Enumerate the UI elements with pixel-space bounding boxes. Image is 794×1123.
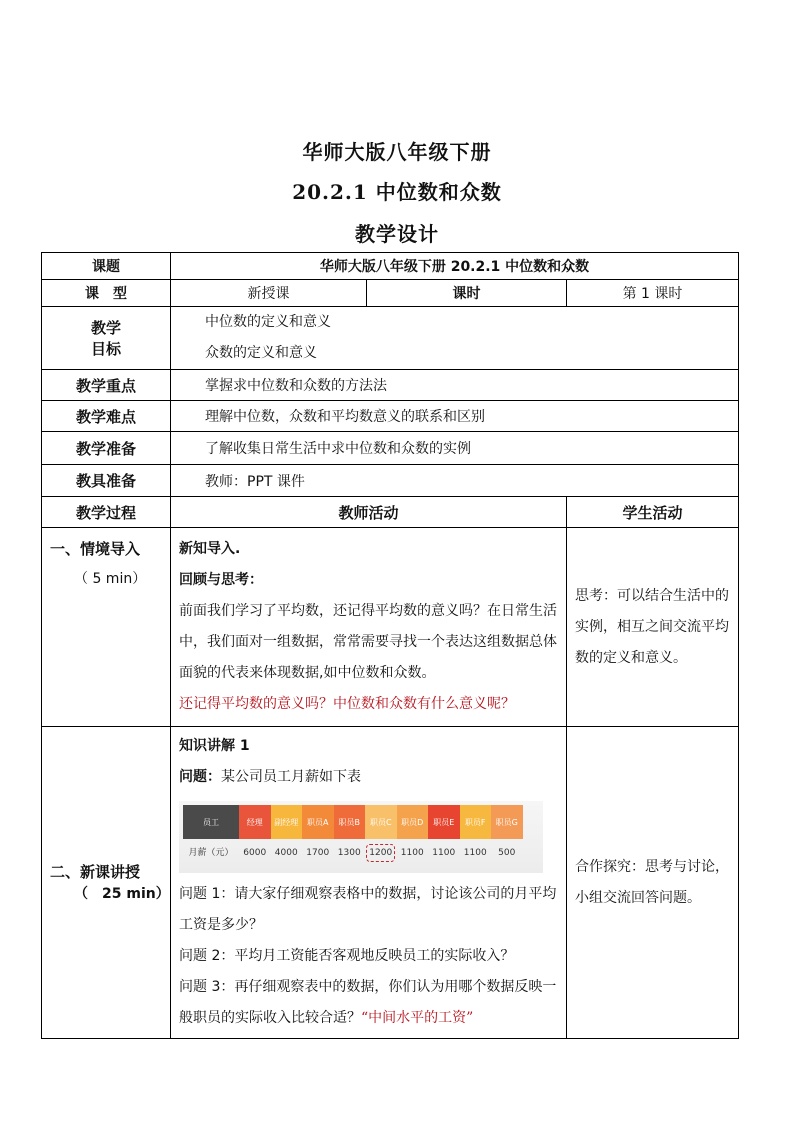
salary-value-row	[183, 839, 539, 867]
salary-value: 1300	[337, 848, 361, 858]
stage-intro	[42, 528, 171, 727]
goal-item-2: 众数的定义和意义	[205, 345, 317, 361]
salary-value-highlighted: 1200	[366, 844, 395, 862]
salary-value: 6000	[243, 848, 267, 858]
intro-review: 回顾与思考：	[179, 572, 263, 588]
student-new	[567, 727, 739, 1039]
tools-value: 教师：PPT 课件	[171, 465, 739, 497]
salary-value: 1100	[432, 848, 456, 858]
type-label: 课 型	[42, 280, 171, 307]
goal-label-line2: 目标	[90, 340, 121, 358]
teacher-new	[171, 727, 567, 1039]
teacher-intro	[171, 528, 567, 727]
row-tools	[42, 465, 739, 497]
salary-value: 4000	[274, 848, 298, 858]
goal-item-1: 中位数的定义和意义	[205, 314, 331, 330]
goal-values	[171, 307, 739, 370]
prep-value: 了解收集日常生活中求中位数和众数的实例	[171, 432, 739, 465]
topic-label: 课题	[42, 253, 171, 280]
student-intro	[567, 528, 739, 727]
row-topic	[42, 253, 739, 280]
doc-title-line1: 华师大版八年级下册	[302, 140, 492, 164]
stage-intro-name: 一、情境导入	[50, 540, 141, 558]
salary-value-cell	[491, 839, 523, 867]
salary-header-cell: 职员D	[397, 805, 429, 839]
salary-value-cell	[365, 839, 397, 867]
doc-title-line2: 20.2.1 中位数和众数	[292, 180, 502, 204]
row-goals	[42, 307, 739, 370]
stage-new	[42, 727, 171, 1039]
key-value: 掌握求中位数和众数的方法法	[171, 370, 739, 401]
process-col-student: 学生活动	[567, 497, 739, 528]
stage-intro-time: （ 5 min）	[74, 571, 147, 587]
salary-value-cell	[428, 839, 460, 867]
topic-value: 华师大版八年级下册 20.2.1 中位数和众数	[171, 253, 739, 280]
student-intro-text: 思考：可以结合生活中的实例，相互之间交流平均数的定义和意义。	[575, 587, 729, 666]
intro-heading: 新知导入.	[179, 541, 241, 557]
salary-value-cell	[334, 839, 366, 867]
difficulty-label: 教学难点	[42, 401, 171, 432]
salary-header-cell: 经理	[239, 805, 271, 839]
salary-value-cell	[271, 839, 303, 867]
stage-new-name: 二、新课讲授	[50, 862, 141, 881]
prep-label: 教学准备	[42, 432, 171, 465]
process-header-row	[42, 497, 739, 528]
salary-value-cell	[239, 839, 271, 867]
salary-header-cell: 职员G	[491, 805, 523, 839]
type-value: 新授课	[171, 280, 367, 307]
process-row-intro	[42, 528, 739, 727]
salary-row-label: 月薪（元）	[188, 848, 234, 858]
salary-table-image	[179, 801, 543, 873]
goal-label	[42, 307, 171, 370]
hours-value: 第 1 课时	[567, 280, 739, 307]
question-text: 某公司员工月薪如下表	[221, 769, 361, 785]
question-3: 问题 3：再仔细观察表中的数据，你们认为用哪个数据反映一般职员的实际收入比较合适？	[179, 979, 557, 1026]
stage-new-time: （ 25 min）	[74, 885, 170, 902]
salary-value: 1100	[463, 848, 487, 858]
doc-title-line3: 教学设计	[355, 222, 439, 246]
question-1: 问题 1：请大家仔细观察表格中的数据，讨论该公司的月平均工资是多少？	[179, 886, 557, 933]
knowledge-heading: 知识讲解 1	[179, 738, 250, 754]
tools-label: 教具准备	[42, 465, 171, 497]
salary-header-cell: 职员A	[302, 805, 334, 839]
salary-header-cell: 副经理	[271, 805, 303, 839]
salary-value-cell	[397, 839, 429, 867]
intro-question: 还记得平均数的意义吗？中位数和众数有什么意义呢？	[179, 696, 515, 712]
question-2: 问题 2：平均月工资能否客观地反映员工的实际收入？	[179, 948, 515, 964]
salary-value: 1100	[400, 848, 424, 858]
salary-value: 500	[498, 848, 516, 858]
lesson-plan-table	[41, 252, 739, 1039]
question-3-hint: “中间水平的工资”	[361, 1010, 474, 1026]
student-new-text: 合作探究：思考与讨论，小组交流回答问题。	[575, 858, 729, 906]
difficulty-value: 理解中位数，众数和平均数意义的联系和区别	[171, 401, 739, 432]
salary-value-cell	[460, 839, 492, 867]
row-difficulty	[42, 401, 739, 432]
row-type	[42, 280, 739, 307]
row-prep	[42, 432, 739, 465]
process-col-teacher: 教师活动	[171, 497, 567, 528]
hours-label: 课时	[367, 280, 567, 307]
salary-header-cell: 职员C	[365, 805, 397, 839]
salary-header-row	[183, 805, 539, 839]
intro-paragraph: 前面我们学习了平均数，还记得平均数的意义吗？在日常生活中，我们面对一组数据，常常需要寻找一个表达这组数据总体面貌的代表来体现数据,如中位数和众数。	[179, 603, 557, 681]
salary-value-cell	[302, 839, 334, 867]
salary-header-cell: 职员B	[334, 805, 366, 839]
question-label: 问题：	[179, 769, 221, 785]
salary-header-cell: 职员F	[460, 805, 492, 839]
salary-value: 1700	[306, 848, 330, 858]
goal-label-line1: 教学	[90, 319, 121, 337]
salary-header-cell: 员工	[183, 805, 239, 839]
salary-header-cell: 职员E	[428, 805, 460, 839]
key-label: 教学重点	[42, 370, 171, 401]
row-key	[42, 370, 739, 401]
process-col-stage: 教学过程	[42, 497, 171, 528]
process-row-new	[42, 727, 739, 1039]
